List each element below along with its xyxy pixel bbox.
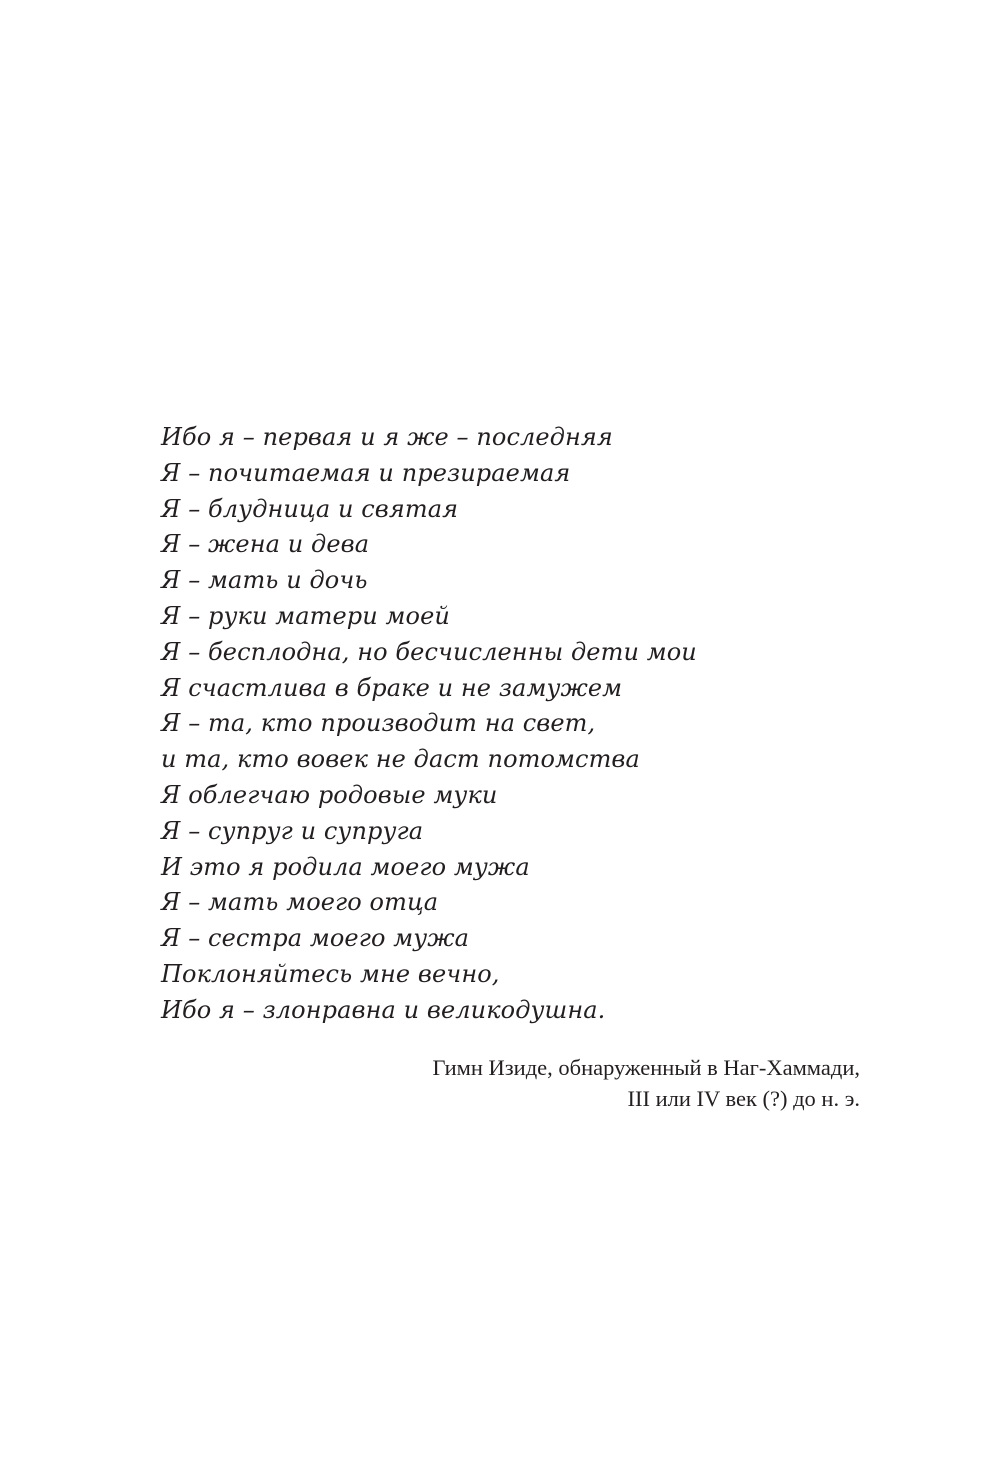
poem-line: и та, кто вовек не даст потомства [161,745,640,774]
poem-line: Я – сестра моего мужа [161,924,470,953]
poem-line: Поклоняйтесь мне вечно, [161,959,500,988]
poem-line: Я – мать и дочь [161,566,368,595]
poem-line: Я – жена и дева [161,530,370,559]
poem-line: Я – блудница и святая [161,494,459,523]
poem-line: Я счастлива в браке и не замужем [161,673,623,702]
epigraph [161,420,861,1029]
poem-line: Я облегчаю родовые муки [161,780,498,809]
poem-line: И это я родила моего мужа [161,852,530,881]
poem-line: Ибо я – первая и я же – последняя [161,423,613,451]
poem-line: Я – супруг и супруга [161,816,424,845]
poem-line: Я – мать моего отца [161,888,439,917]
poem-line: Ибо я – злонравна и великодушна. [161,995,606,1024]
attribution [432,1052,860,1114]
poem-line: Я – руки матери моей [161,601,450,630]
poem-line: Я – почитаемая и презираемая [161,458,571,487]
attribution-date: III или IV век (?) до н. э. [627,1086,860,1111]
poem-line: Я – бесплодна, но бесчисленны дети мои [161,637,697,666]
poem-line: Я – та, кто производит на свет, [161,709,596,738]
attribution-source: Гимн Изиде, обнаруженный в Наг-Хаммади, [432,1055,860,1080]
poem-text [161,420,861,1029]
